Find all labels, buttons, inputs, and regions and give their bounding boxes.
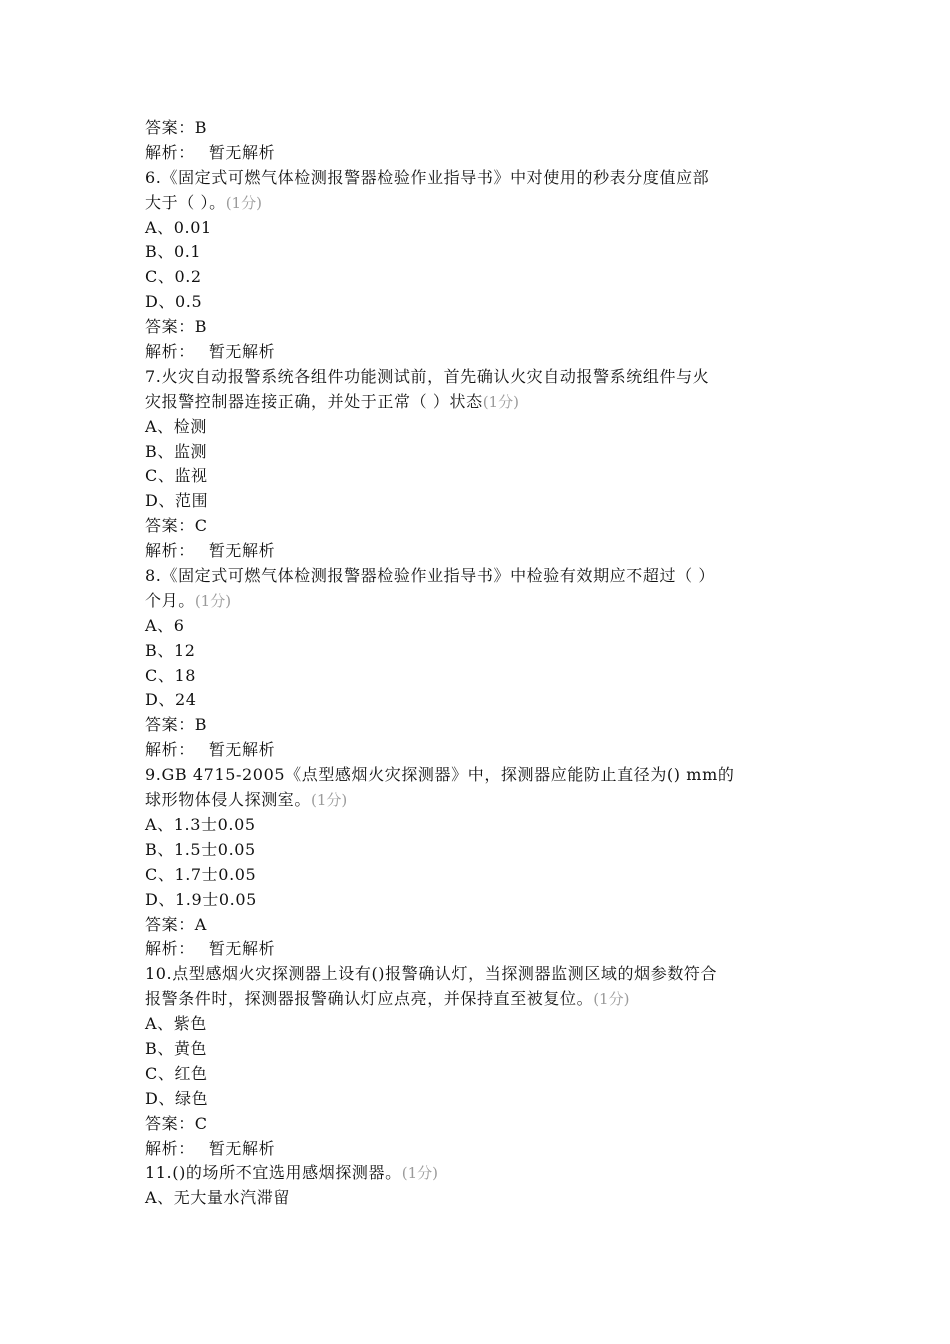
- analysis-text: 暂无解析: [208, 142, 276, 162]
- exam-document: [145, 116, 835, 1211]
- option-c: C、18: [145, 665, 197, 685]
- answer-line: 答案：B: [145, 317, 208, 337]
- question-stem-text: 大于（ ）。: [145, 192, 226, 212]
- option-d: D、绿色: [145, 1088, 209, 1108]
- analysis-line: [145, 141, 835, 166]
- question-stem: 8.《固定式可燃气体检测报警器检验作业指导书》中检验有效期应不超过（ ）: [145, 566, 715, 586]
- question-stem-text: 个月。: [145, 590, 195, 610]
- answer-line: 答案：C: [145, 1113, 208, 1133]
- question-stem: 6.《固定式可燃气体检测报警器检验作业指导书》中对使用的秒表分度值应部: [145, 167, 710, 187]
- option-c: C、监视: [145, 466, 208, 486]
- question-stem: 7.火灾自动报警系统各组件功能测试前，首先确认火灾自动报警系统组件与火: [145, 366, 710, 386]
- question-stem: [145, 1161, 835, 1186]
- answer-line: 答案：C: [145, 516, 208, 536]
- option-c: C、0.2: [145, 267, 202, 287]
- option-a: A、检测: [145, 416, 207, 436]
- analysis-label: 解析：: [145, 1138, 195, 1158]
- option-b: B、黄色: [145, 1038, 208, 1058]
- question-stem-cont: [145, 191, 835, 216]
- question-stem: 9.GB 4715-2005《点型感烟火灾探测器》中，探测器应能防止直径为() mm的: [145, 765, 735, 785]
- question-stem-text: 报警条件时，探测器报警确认灯应点亮，并保持直至被复位。: [145, 989, 594, 1009]
- analysis-label: 解析：: [145, 142, 195, 162]
- option-a: A、紫色: [145, 1014, 207, 1034]
- analysis-label: 解析：: [145, 939, 195, 959]
- option-c: C、红色: [145, 1063, 208, 1083]
- question-8: [145, 564, 835, 763]
- question-11: [145, 1161, 835, 1211]
- answer-line: 答案：A: [145, 914, 207, 934]
- option-c: C、1.7士0.05: [145, 864, 257, 884]
- question-score: (1分): [482, 392, 519, 411]
- option-b: B、监测: [145, 441, 208, 461]
- option-b: B、1.5士0.05: [145, 839, 256, 859]
- analysis-text: 暂无解析: [208, 541, 276, 561]
- option-a: A、1.3士0.05: [145, 814, 256, 834]
- question-stem-text: 球形物体侵人探测室。: [145, 790, 312, 810]
- analysis-text: 暂无解析: [208, 342, 276, 362]
- option-a: A、6: [145, 615, 185, 635]
- question-score: (1分): [593, 990, 630, 1009]
- analysis-line: [145, 539, 835, 564]
- analysis-line: [145, 738, 835, 763]
- question-stem-cont: [145, 589, 835, 614]
- analysis-label: 解析：: [145, 342, 195, 362]
- question-score: (1分): [401, 1164, 438, 1183]
- answer-line: 答案：B: [145, 118, 208, 137]
- question-10: [145, 962, 835, 1161]
- option-b: B、0.1: [145, 242, 202, 262]
- question-score: (1分): [225, 193, 262, 212]
- option-a: A、无大量水汽滞留: [145, 1188, 290, 1208]
- analysis-text: 暂无解析: [208, 939, 276, 959]
- analysis-label: 解析：: [145, 740, 195, 760]
- option-a: A、0.01: [145, 217, 212, 237]
- question-stem-cont: [145, 390, 835, 415]
- question-stem-text: 灾报警控制器连接正确，并处于正常（ ）状态: [145, 391, 483, 411]
- option-d: D、1.9士0.05: [145, 889, 257, 909]
- option-d: D、24: [145, 690, 197, 710]
- analysis-label: 解析：: [145, 541, 195, 561]
- question-stem-cont: [145, 788, 835, 813]
- analysis-line: [145, 1137, 835, 1162]
- option-b: B、12: [145, 640, 196, 660]
- analysis-text: 暂无解析: [208, 740, 276, 760]
- option-d: D、0.5: [145, 292, 203, 312]
- question-stem: 10.点型感烟火灾探测器上设有()报警确认灯，当探测器监测区域的烟参数符合: [145, 964, 718, 984]
- option-d: D、范围: [145, 491, 209, 511]
- analysis-line: [145, 340, 835, 365]
- question-stem-text: 11.()的场所不宜选用感烟探测器。: [145, 1163, 402, 1183]
- question-score: (1分): [311, 791, 348, 810]
- question-9: [145, 763, 835, 962]
- question-6: [145, 166, 835, 365]
- question-7: [145, 365, 835, 564]
- analysis-line: [145, 937, 835, 962]
- question-stem-cont: [145, 987, 835, 1012]
- answer-line: 答案：B: [145, 715, 208, 735]
- question-score: (1分): [194, 591, 232, 610]
- analysis-text: 暂无解析: [208, 1138, 276, 1158]
